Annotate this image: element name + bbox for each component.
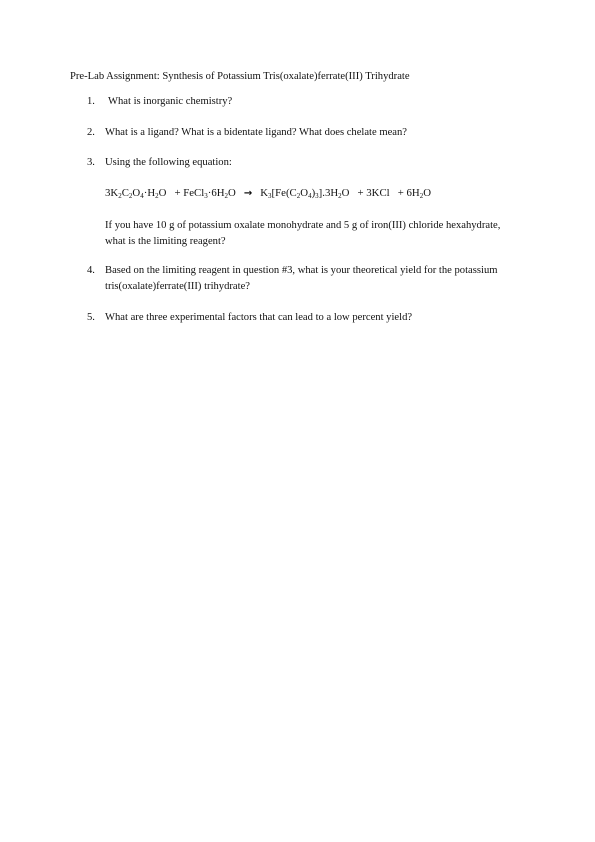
chemical-equation — [105, 186, 431, 202]
plus-sign: + — [397, 187, 404, 199]
question-text: What are three experimental factors that can lead to a low percent yield? — [105, 312, 413, 323]
product-potassium-chloride: 3KCl — [366, 187, 390, 199]
question-text: Based on the limiting reagent in question #3, what is your theoretical yield for the potassium tris(oxalate)ferrate(III) trihydrate? — [105, 265, 498, 292]
product-ferrate-complex: $K_3[Fe(C_2O_4)_3].3H_2O$ — [260, 187, 350, 200]
plus-sign: + — [357, 187, 364, 199]
plus-sign: + — [174, 187, 181, 199]
question-number: 2. — [87, 127, 95, 138]
question-number: 1. — [87, 96, 95, 107]
reaction-arrow-icon: → — [243, 188, 253, 199]
reactant-potassium-oxalate: $3K_2C_2O_4\cdot H_2O$ — [105, 187, 167, 200]
question-number: 4. — [87, 265, 95, 276]
page-title: Pre-Lab Assignment: Synthesis of Potassium Tris(oxalate)ferrate(III) Trihydrate — [70, 71, 410, 82]
question-text: What is inorganic chemistry? — [108, 96, 233, 107]
reactant-iron-chloride: $FeCl_3\cdot 6H_2O$ — [183, 187, 236, 200]
question-text: Using the following equation: — [105, 157, 232, 168]
question-number: 5. — [87, 312, 95, 323]
question-3-followup: If you have 10 g of potassium oxalate monohydrate and 5 g of iron(III) chloride hexahydrate, what is the limiting reagent? — [105, 220, 501, 247]
question-number: 3. — [87, 157, 95, 168]
product-water: $6H_2O$ — [406, 187, 431, 200]
question-text: What is a ligand? What is a bidentate ligand? What does chelate mean? — [105, 127, 407, 138]
